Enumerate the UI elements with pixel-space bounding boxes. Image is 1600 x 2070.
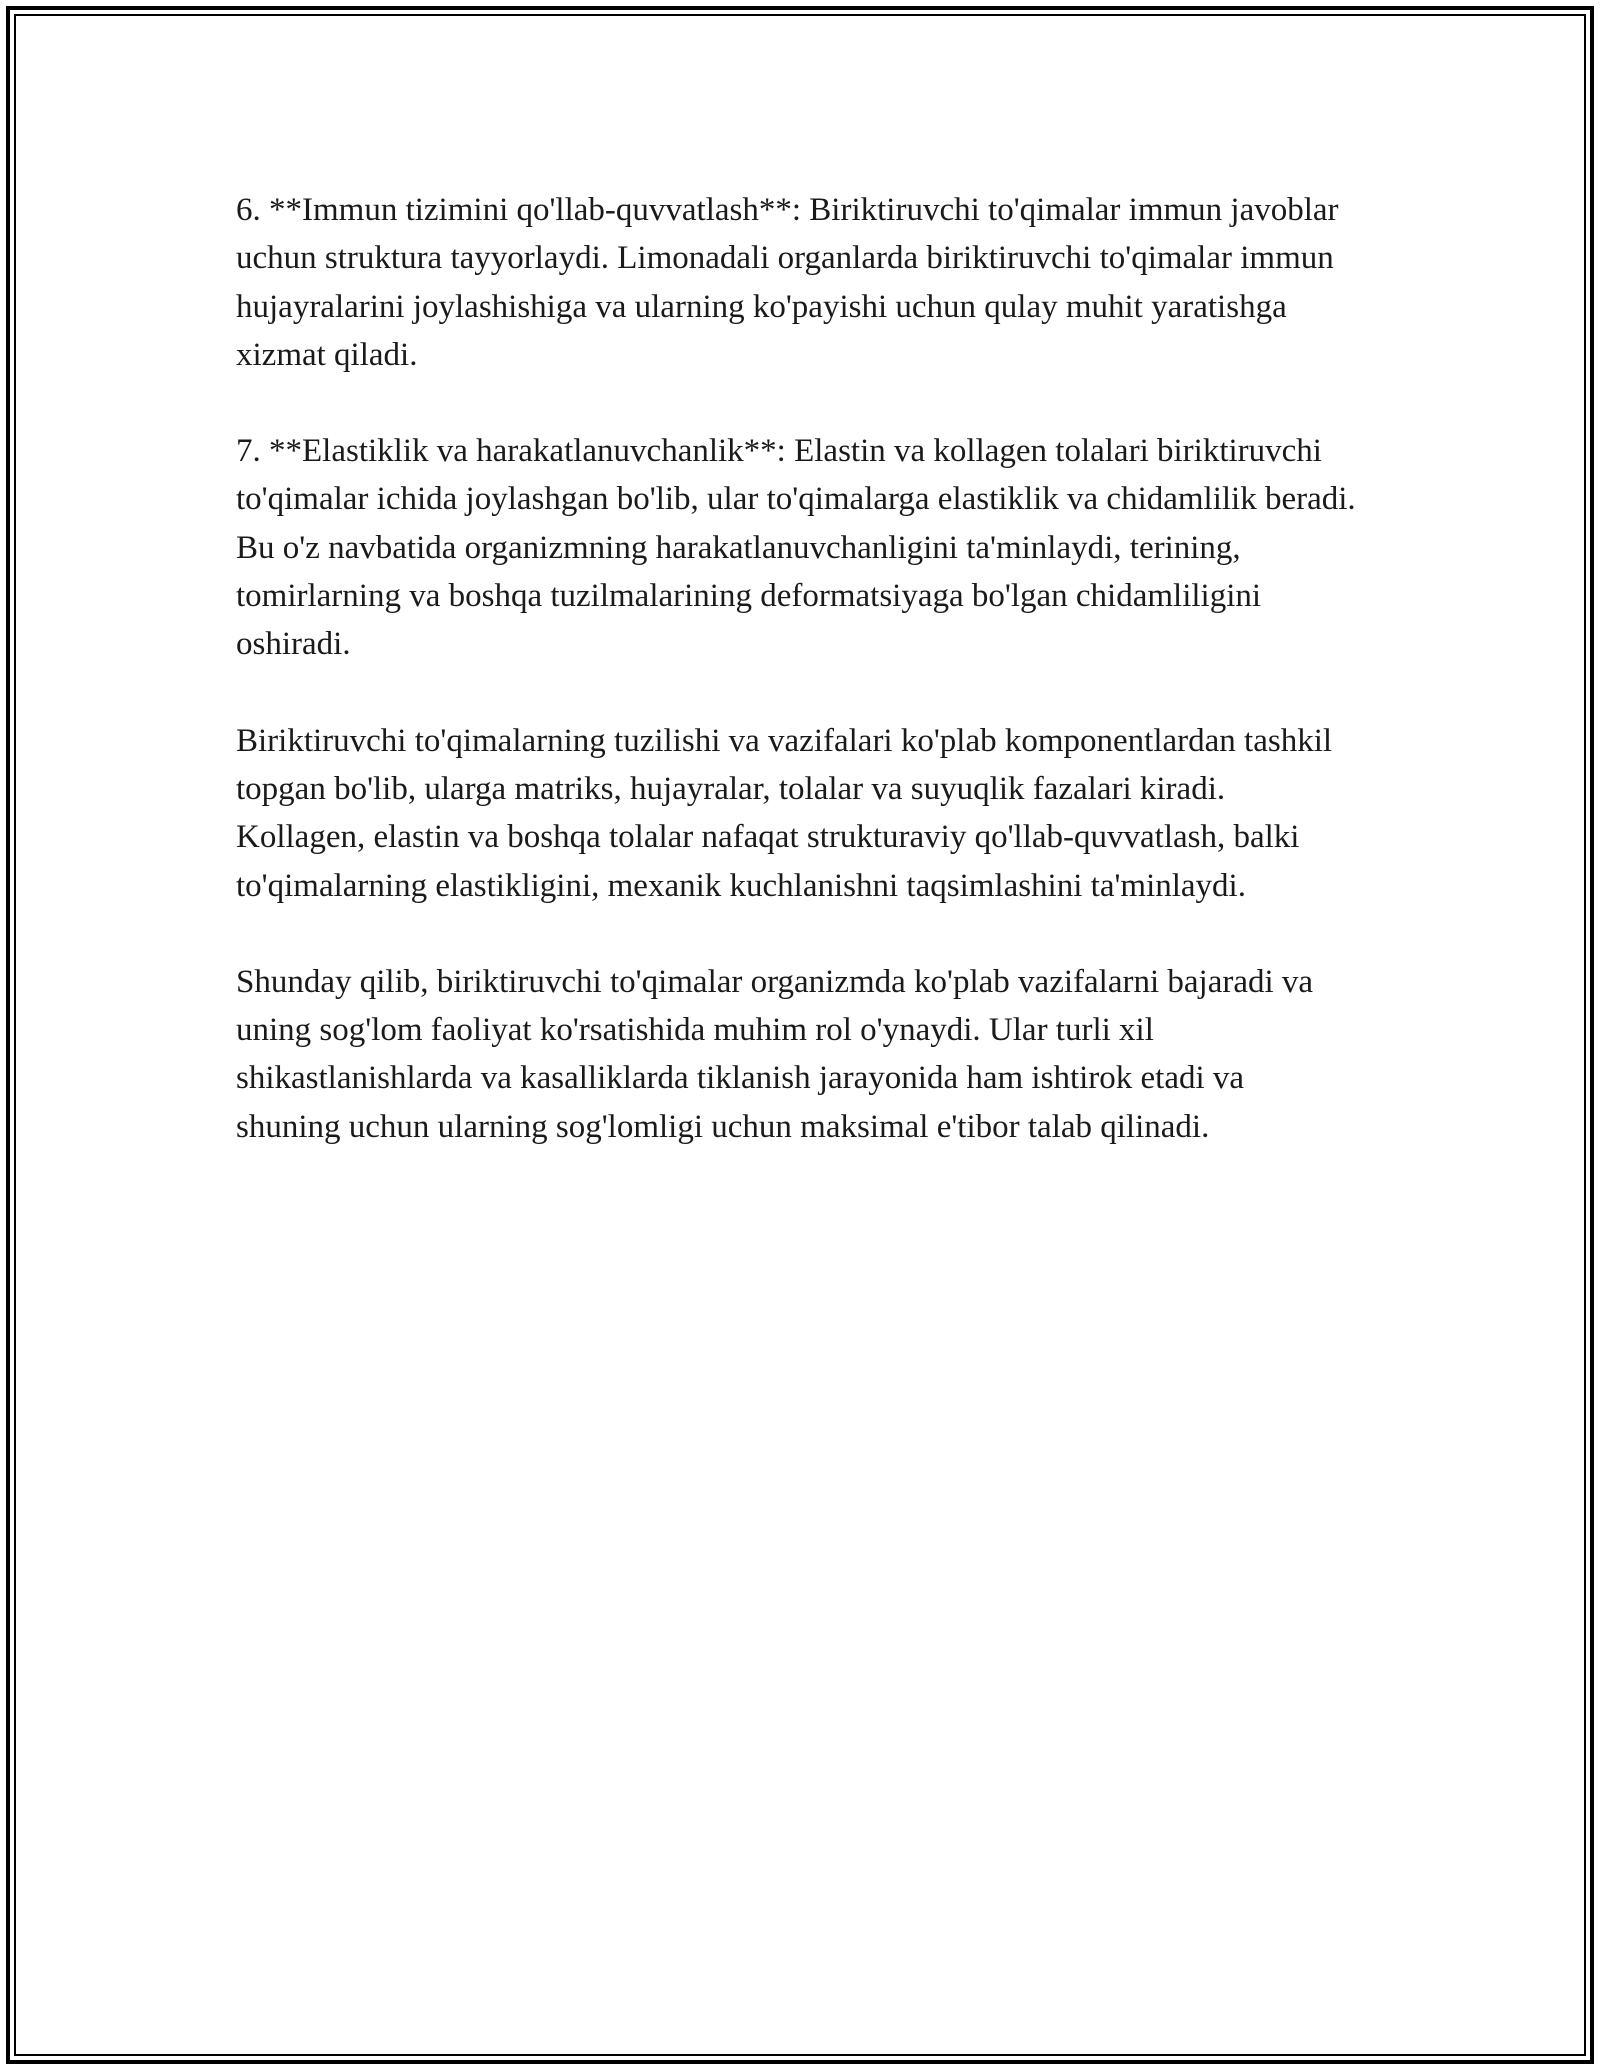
paragraph-elasticity-mobility: 7. **Elastiklik va harakatlanuvchanlik**: Elastin va kollagen tolalari biriktiruvchi to'qimalar ichida joylashgan bo'lib, ular to'qimalarga elastiklik va chidamlilik beradi. Bu o'z navbatida organizmning harakatlanuvchanligini ta'minlaydi, terining, tomirlarning va boshqa tuzilmalarining deformatsiyaga bo'lgan chidamliligini oshiradi.	[236, 433, 1356, 663]
paragraph-structure-functions: Biriktiruvchi to'qimalarning tuzilishi va vazifalari ko'plab komponentlardan tashkil topgan bo'lib, ularga matriks, hujayralar, tolalar va suyuqlik fazalari kiradi. Kollagen, elastin va boshqa tolalar nafaqat strukturaviy qo'llab-quvvatlash, balki to'qimalarning elastikligini, mexanik kuchlanishni taqsimlashini ta'minlaydi.	[236, 722, 1333, 904]
paragraph-conclusion: Shunday qilib, biriktiruvchi to'qimalar organizmda ko'plab vazifalarni bajaradi va uning sog'lom faoliyat ko'rsatishida muhim rol o'ynaydi. Ular turli xil shikastlanishlarda va kasalliklarda tiklanish jarayonida ham ishtirok etadi va shuning uchun ularning sog'lomligi uchun maksimal e'tibor talab qilinadi.	[236, 963, 1314, 1145]
paragraph-immune-support: 6. **Immun tizimini qo'llab-quvvatlash**: Biriktiruvchi to'qimalar immun javoblar uchun struktura tayyorlaydi. Limonadali organlarda biriktiruvchi to'qimalar immun hujayralarini joylashishiga va ularning ko'payishi uchun qulay muhit yaratishga xizmat qiladi.	[236, 192, 1339, 373]
document-body	[236, 186, 1356, 1199]
